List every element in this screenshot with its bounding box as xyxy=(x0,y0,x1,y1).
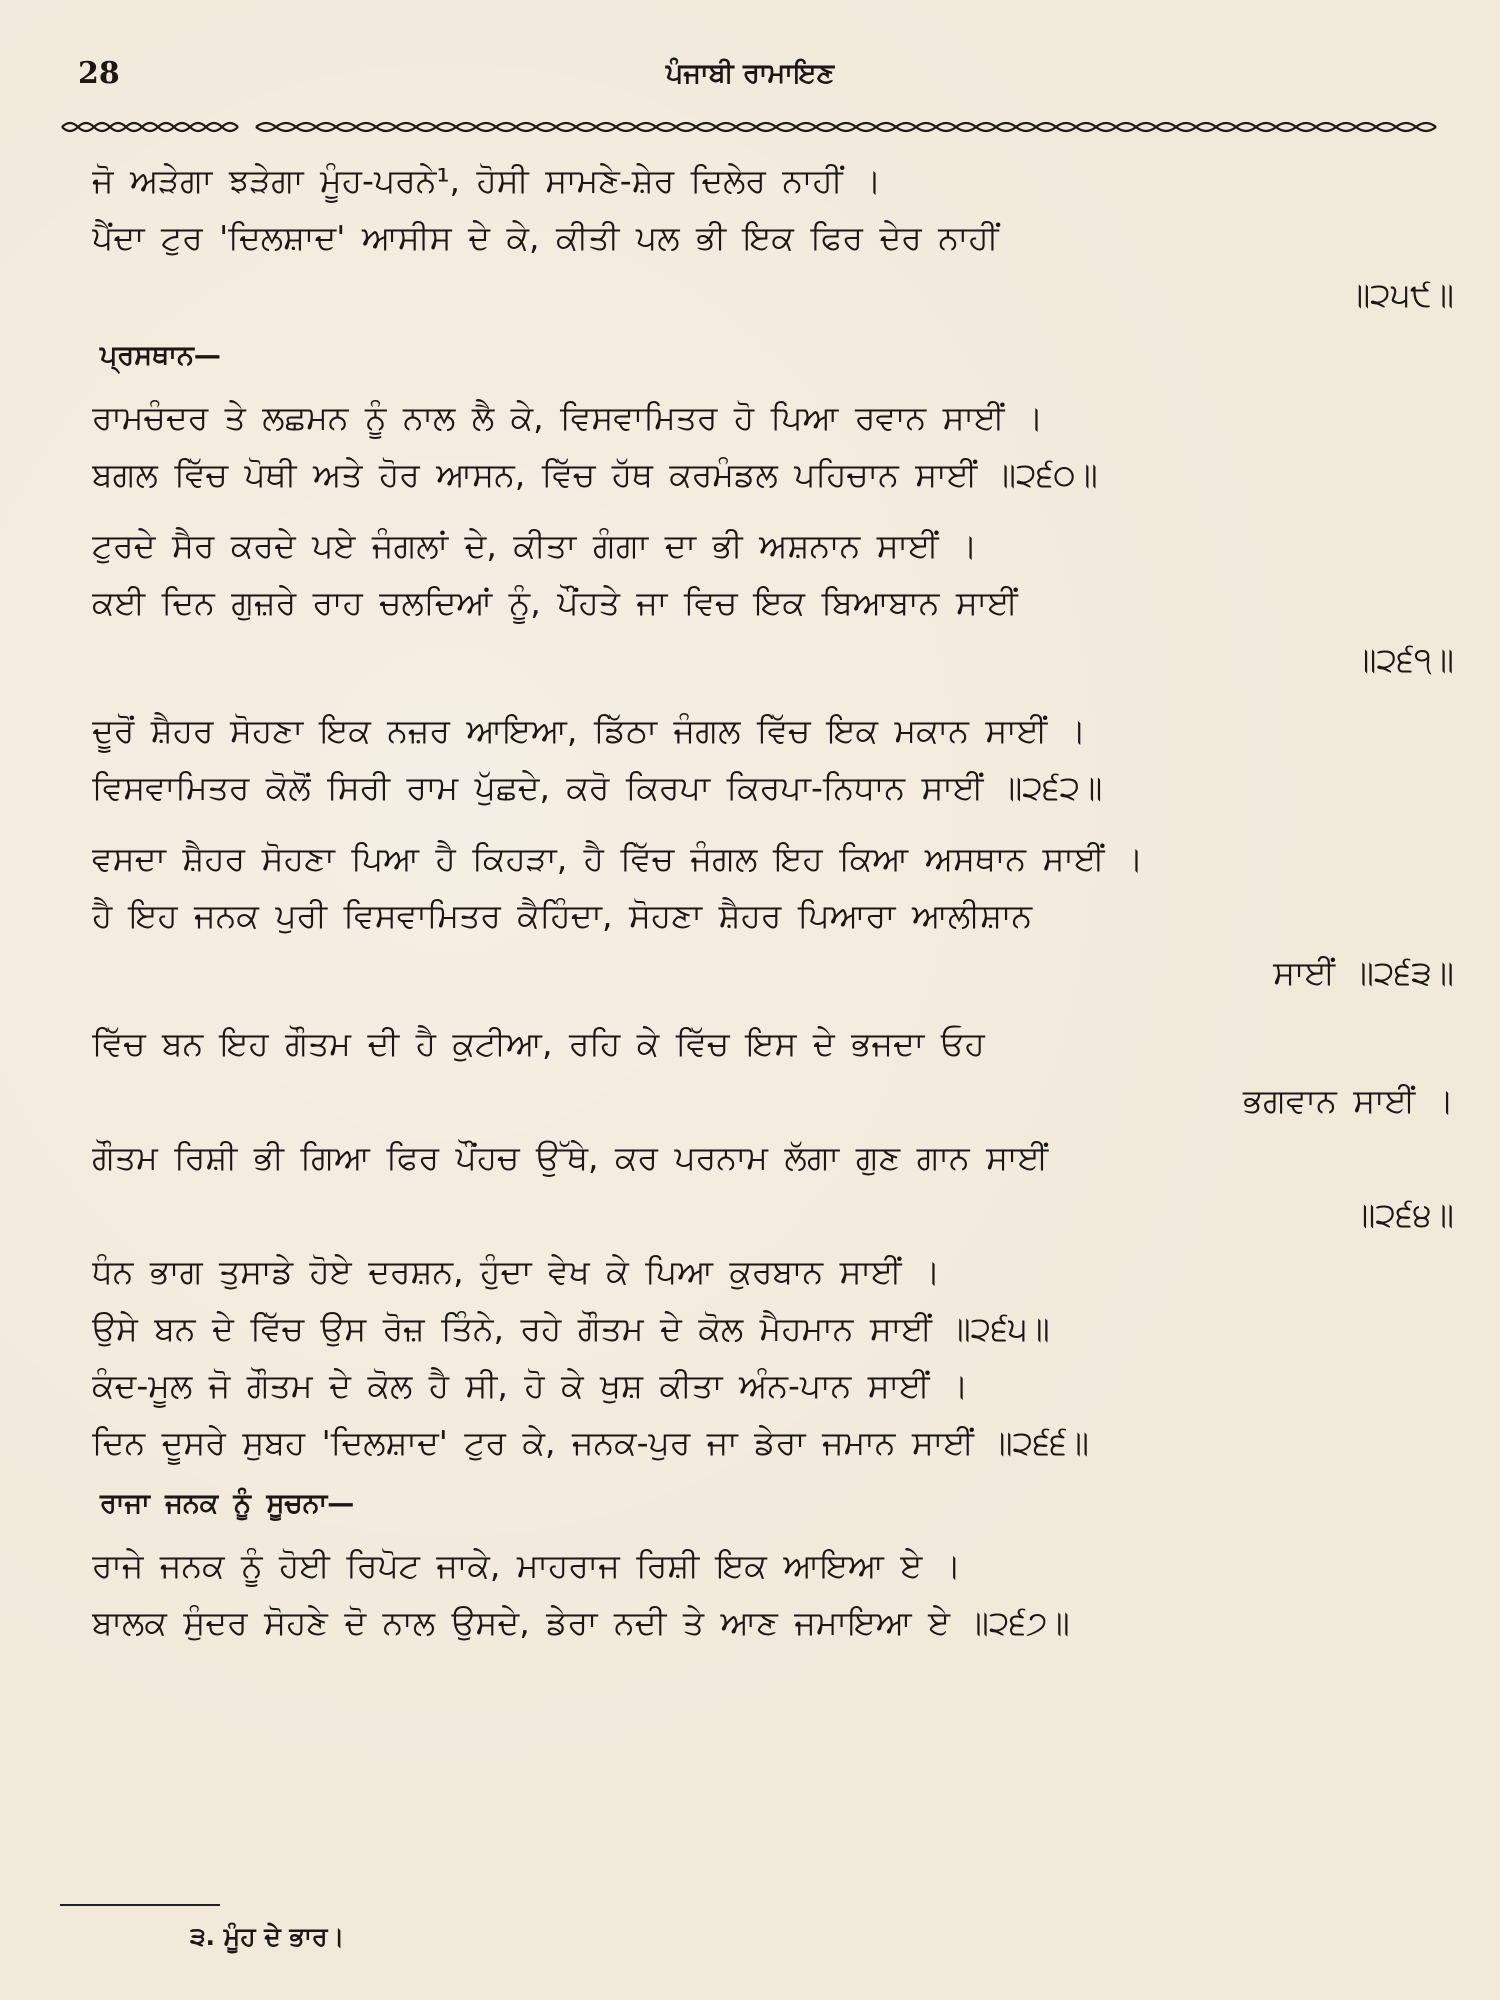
verse-line: ਦੂਰੋਂ ਸ਼ੈਹਰ ਸੋਹਣਾ ਇਕ ਨਜ਼ਰ ਆਇਆ, ਡਿੱਠਾ ਜੰਗਲ ਵਿੱਚ ਇਕ ਮਕਾਨ ਸਾਈਂ । xyxy=(92,711,1087,750)
verse-line: ਜੋ ਅੜੇਗਾ ਝੜੇਗਾ ਮੂੰਹ-ਪਰਨੇ¹, ਹੋਸੀ ਸਾਮਣੇ-ਸ਼ੇਰ ਦਿਲੇਰ ਨਾਹੀਂ । xyxy=(92,161,882,200)
verse-line-continuation: ਭਗਵਾਨ ਸਾਈਂ । xyxy=(1242,1081,1454,1120)
page-number: 28 xyxy=(78,56,120,91)
verse-line: ਬਗਲ ਵਿੱਚ ਪੋਥੀ ਅਤੇ ਹੋਰ ਆਸਨ, ਵਿੱਚ ਹੱਥ ਕਰਮੰਡਲ ਪਹਿਚਾਨ ਸਾਈਂ ॥੨੬੦॥ xyxy=(92,455,1098,494)
verse-line: ਟੁਰਦੇ ਸੈਰ ਕਰਦੇ ਪਏ ਜੰਗਲਾਂ ਦੇ, ਕੀਤਾ ਗੰਗਾ ਦਾ ਭੀ ਅਸ਼ਨਾਨ ਸਾਈਂ । xyxy=(92,526,978,565)
verse-line: ਰਾਮਚੰਦਰ ਤੇ ਲਛਮਨ ਨੂੰ ਨਾਲ ਲੈ ਕੇ, ਵਿਸਵਾਮਿਤਰ ਹੋ ਪਿਆ ਰਵਾਨ ਸਾਈਂ । xyxy=(92,398,1044,437)
verse-line: ਰਾਜੇ ਜਨਕ ਨੂੰ ਹੋਈ ਰਿਪੋਟ ਜਾਕੇ, ਮਾਹਰਾਜ ਰਿਸ਼ੀ ਇਕ ਆਇਆ ਏ । xyxy=(92,1546,962,1585)
verse-line: ਉਸੇ ਬਨ ਦੇ ਵਿੱਚ ਉਸ ਰੋਜ਼ ਤਿੰਨੇ, ਰਹੇ ਗੌਤਮ ਦੇ ਕੋਲ ਮੈਹਮਾਨ ਸਾਈਂ ॥੨੬੫॥ xyxy=(92,1309,1050,1348)
verse-line: ਪੈਂਦਾ ਟੁਰ 'ਦਿਲਸ਼ਾਦ' ਆਸੀਸ ਦੇ ਕੇ, ਕੀਤੀ ਪਲ ਭੀ ਇਕ ਫਿਰ ਦੇਰ ਨਾਹੀਂ xyxy=(92,218,999,257)
verse-number: ॥੨੬੧॥ xyxy=(1354,640,1454,679)
verse-line: ਹੈ ਇਹ ਜਨਕ ਪੁਰੀ ਵਿਸਵਾਮਿਤਰ ਕੈਹਿੰਦਾ, ਸੋਹਣਾ ਸ਼ੈਹਰ ਪਿਆਰਾ ਆਲੀਸ਼ਾਨ xyxy=(92,896,1033,935)
section-heading-prasthan: ਪ੍ਰਸਥਾਨ— xyxy=(100,340,221,371)
section-heading-raja-janak: ਰਾਜਾ ਜਨਕ ਨੂੰ ਸੂਚਨਾ— xyxy=(100,1488,355,1519)
verse-line: ਧੰਨ ਭਾਗ ਤੁਸਾਡੇ ਹੋਏ ਦਰਸ਼ਨ, ਹੁੰਦਾ ਵੇਖ ਕੇ ਪਿਆ ਕੁਰਬਾਨ ਸਾਈਂ । xyxy=(92,1252,941,1291)
verse-line: ਵਸਦਾ ਸ਼ੈਹਰ ਸੋਹਣਾ ਪਿਆ ਹੈ ਕਿਹੜਾ, ਹੈ ਵਿੱਚ ਜੰਗਲ ਇਹ ਕਿਆ ਅਸਥਾਨ ਸਾਈਂ । xyxy=(92,839,1144,878)
verse-number: ॥੨੬੪॥ xyxy=(1353,1195,1454,1234)
verse-line: ਵਿੱਚ ਬਨ ਇਹ ਗੌਤਮ ਦੀ ਹੈ ਕੁਟੀਆ, ਰਹਿ ਕੇ ਵਿੱਚ ਇਸ ਦੇ ਭਜਦਾ ਓਹ xyxy=(92,1024,985,1063)
verse-line: ਵਿਸਵਾਮਿਤਰ ਕੋਲੋਂ ਸਿਰੀ ਰਾਮ ਪੁੱਛਦੇ, ਕਰੋ ਕਿਰਪਾ ਕਿਰਪਾ-ਨਿਧਾਨ ਸਾਈਂ ॥੨੬੨॥ xyxy=(92,768,1103,807)
page-header xyxy=(60,56,1440,106)
footnote: ੩. ਮੂੰਹ ਦੇ ਭਾਰ। xyxy=(190,1922,345,1951)
verse-line-continuation: ਸਾਈਂ ॥੨੬੩॥ xyxy=(1273,953,1454,992)
footnote-rule xyxy=(60,1904,220,1906)
verse-line: ਦਿਨ ਦੂਸਰੇ ਸੁਬਹ 'ਦਿਲਸ਼ਾਦ' ਟੁਰ ਕੇ, ਜਨਕ-ਪੁਰ ਜਾ ਡੇਰਾ ਜਮਾਨ ਸਾਈਂ ॥੨੬੬॥ xyxy=(92,1423,1090,1462)
decorative-rule xyxy=(60,116,1450,138)
verse-line: ਕਈ ਦਿਨ ਗੁਜ਼ਰੇ ਰਾਹ ਚਲਦਿਆਂ ਨੂੰ, ਪੌਂਹਤੇ ਜਾ ਵਿਚ ਇਕ ਬਿਆਬਾਨ ਸਾਈਂ xyxy=(92,583,1018,622)
verse-number: ॥੨੫੯॥ xyxy=(1347,275,1454,314)
verse-line: ਬਾਲਕ ਸੁੰਦਰ ਸੋਹਣੇ ਦੋ ਨਾਲ ਉਸਦੇ, ਡੇਰਾ ਨਦੀ ਤੇ ਆਣ ਜਮਾਇਆ ਏ ॥੨੬੭॥ xyxy=(92,1603,1070,1642)
verse-line: ਗੌਤਮ ਰਿਸ਼ੀ ਭੀ ਗਿਆ ਫਿਰ ਪੌਂਹਚ ਉੱਥੇ, ਕਰ ਪਰਨਾਮ ਲੱਗਾ ਗੁਣ ਗਾਨ ਸਾਈਂ xyxy=(92,1138,1049,1177)
verse-line: ਕੰਦ-ਮੂਲ ਜੋ ਗੌਤਮ ਦੇ ਕੋਲ ਹੈ ਸੀ, ਹੋ ਕੇ ਖੁਸ਼ ਕੀਤਾ ਅੰਨ-ਪਾਨ ਸਾਈਂ । xyxy=(92,1366,969,1405)
running-title: ਪੰਜਾਬੀ ਰਾਮਾਇਣ xyxy=(665,58,835,89)
poem-body xyxy=(92,152,1454,1651)
